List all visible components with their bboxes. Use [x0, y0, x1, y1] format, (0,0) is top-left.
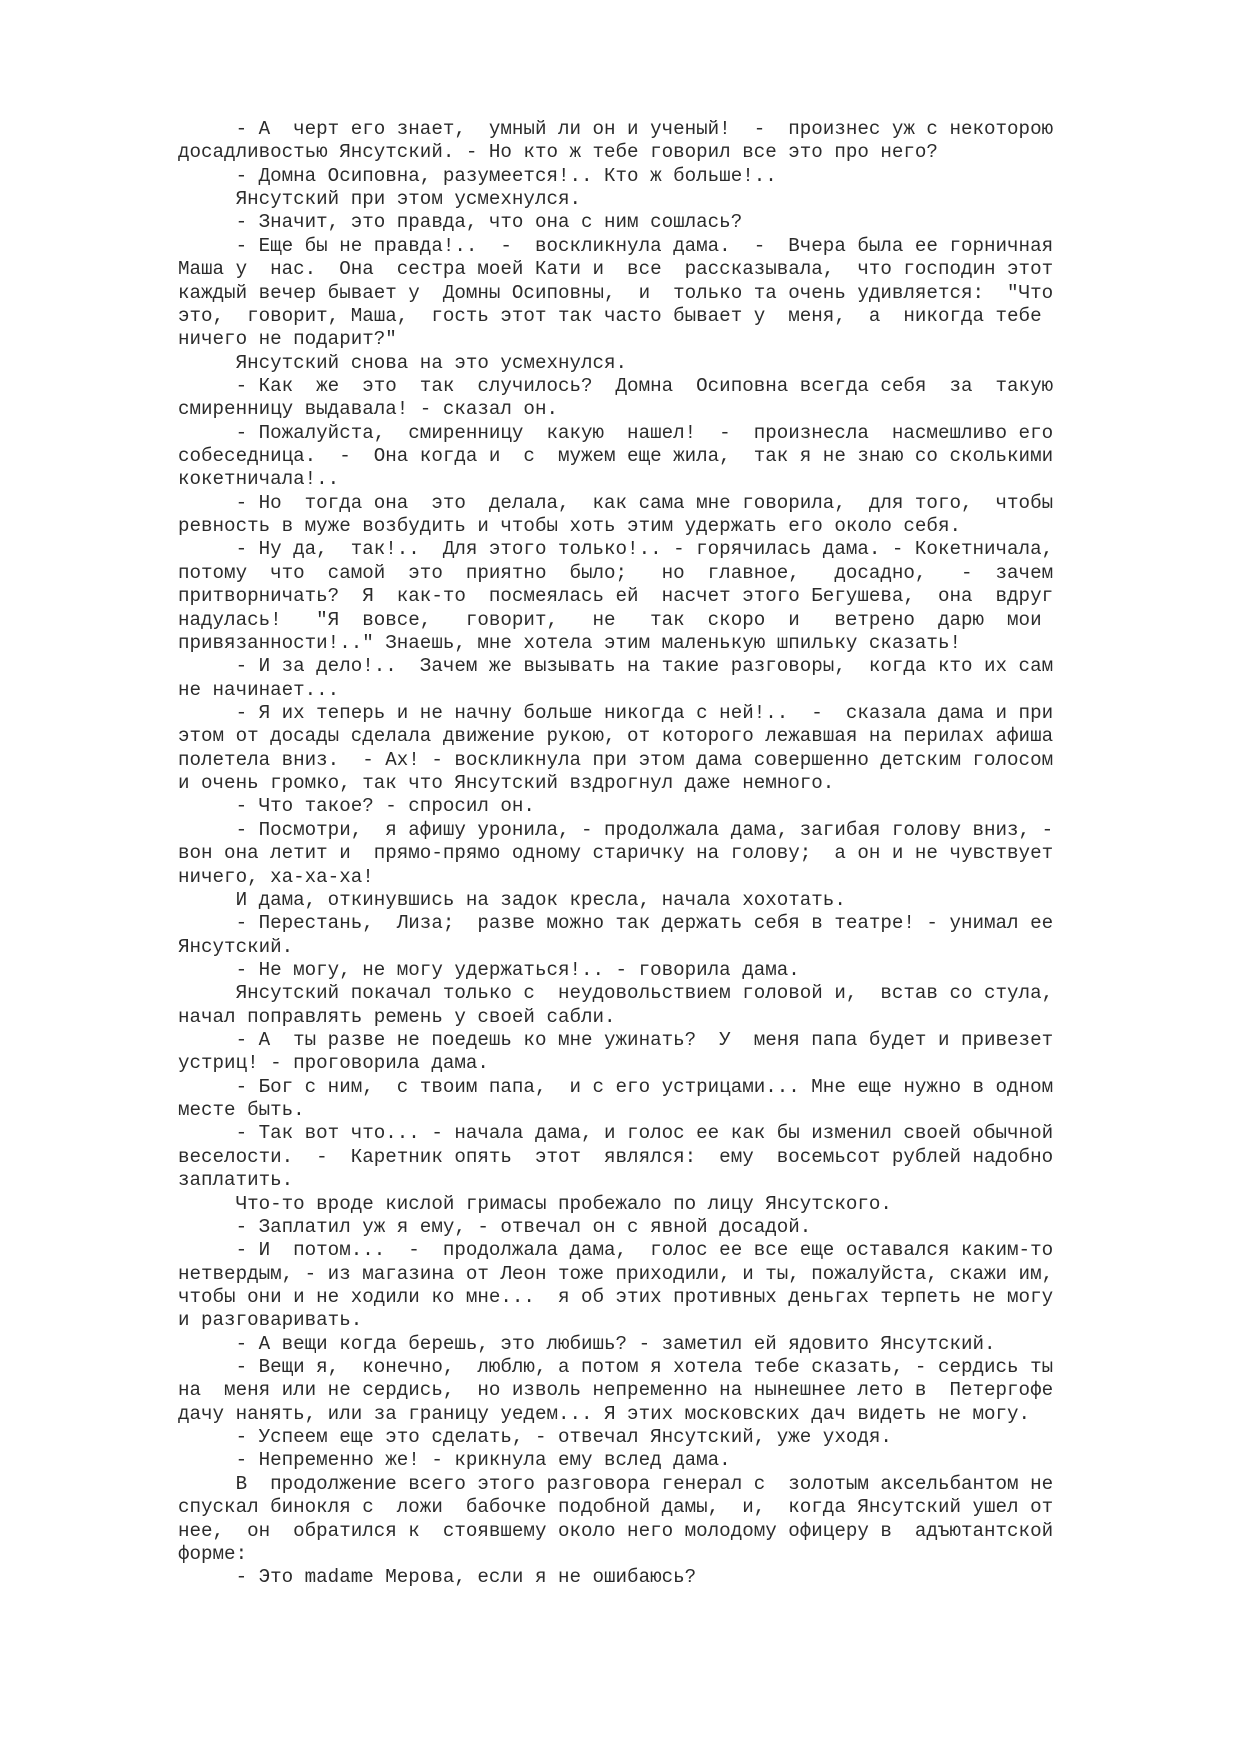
text-line: кокетничала!..	[178, 468, 340, 491]
text-line: - Перестань, Лиза; разве можно так держать себя в театре! - унимал ее	[178, 912, 1054, 935]
text-line: - Не могу, не могу удержаться!.. - говорила дама.	[178, 958, 800, 981]
text-line: Янсутский снова на это усмехнулся.	[178, 351, 628, 374]
text-line: - Вещи я, конечно, люблю, а потом я хотела тебе сказать, - сердись ты	[178, 1356, 1054, 1379]
text-line: и разговаривать.	[178, 1309, 363, 1332]
text-line: устриц! - проговорила дама.	[178, 1052, 489, 1075]
text-line: полетела вниз. - Ах! - воскликнула при этом дама совершенно детским голосом	[178, 748, 1054, 771]
text-line: форме:	[178, 1542, 248, 1565]
text-line: вон она летит и прямо-прямо одному старичку на голову; а он и не чувствует	[178, 842, 1054, 865]
text-line: притворничать? Я как-то посмеялась ей насчет этого Бегушева, она вдруг	[178, 585, 1054, 608]
text-line: этом от досады сделала движение рукою, от которого лежавшая на перилах афиша	[178, 725, 1054, 748]
text-line: Янсутский.	[178, 935, 294, 958]
text-line: - И за дело!.. Зачем же вызывать на такие разговоры, когда кто их сам	[178, 655, 1054, 678]
text-line: надулась! "Я вовсе, говорит, не так скоро и ветрено дарю мои	[178, 608, 1042, 631]
text-line: Янсутский при этом усмехнулся.	[178, 188, 582, 211]
text-line: - А черт его знает, умный ли он и ученый! - произнес уж с некоторою	[178, 118, 1054, 140]
text-line: дачу нанять, или за границу уедем... Я этих московских дач видеть не могу.	[178, 1402, 1031, 1425]
text-line: это, говорит, Маша, гость этот так часто бывает у меня, а никогда тебе	[178, 304, 1042, 327]
text-line: и очень громко, так что Янсутский вздрогнул даже немного.	[178, 772, 835, 795]
text-line: чтобы они и не ходили ко мне... я об этих противных деньгах терпеть не могу	[178, 1285, 1054, 1308]
text-line: не начинает...	[178, 678, 340, 701]
text-line: - Еще бы не правда!.. - воскликнула дама. - Вчера была ее горничная	[178, 234, 1054, 257]
text-line: Янсутский покачал только с неудовольствием головой и, встав со стула,	[178, 982, 1054, 1005]
text-line: Маша у нас. Она сестра моей Кати и все рассказывала, что господин этот	[178, 258, 1054, 281]
text-line: нетвердым, - из магазина от Леон тоже приходили, и ты, пожалуйста, скажи им,	[178, 1262, 1054, 1285]
text-line: на меня или не сердись, но изволь непременно на нынешнее лето в Петергофе	[178, 1379, 1054, 1402]
text-line: - Посмотри, я афишу уронила, - продолжала дама, загибая голову вниз, -	[178, 818, 1054, 841]
text-line: - А ты разве не поедешь ко мне ужинать? У меня папа будет и привезет	[178, 1029, 1054, 1052]
text-line: - Я их теперь и не начну больше никогда с ней!.. - сказала дама и при	[178, 701, 1054, 724]
text-line: - А вещи когда берешь, это любишь? - заметил ей ядовито Янсутский.	[178, 1332, 996, 1355]
text-line: каждый вечер бывает у Домны Осиповны, и только та очень удивляется: "Что	[178, 281, 1054, 304]
text-line: досадливостью Янсутский. - Но кто ж тебе говорил все это про него?	[178, 141, 938, 164]
text-line: - Пожалуйста, смиренницу какую нашел! - произнесла насмешливо его	[178, 421, 1054, 444]
text-line: - И потом... - продолжала дама, голос ее все еще оставался каким-то	[178, 1239, 1054, 1262]
text-line: - Так вот что... - начала дама, и голос ее как бы изменил своей обычной	[178, 1122, 1054, 1145]
text-line: начал поправлять ремень у своей сабли.	[178, 1005, 616, 1028]
text-line: - Заплатил уж я ему, - отвечал он с явной досадой.	[178, 1215, 812, 1238]
text-line: - Как же это так случилось? Домна Осиповна всегда себя за такую	[178, 374, 1054, 397]
text-line: - Значит, это правда, что она с ним сошлась?	[178, 211, 743, 234]
text-line: - Домна Осиповна, разумеется!.. Кто ж больше!..	[178, 164, 777, 187]
text-line: ревность в муже возбудить и чтобы хоть этим удержать его около себя.	[178, 515, 961, 538]
text-line: спускал бинокля с ложи бабочке подобной дамы, и, когда Янсутский ушел от	[178, 1496, 1054, 1519]
text-line: - Но тогда она это делала, как сама мне говорила, для того, чтобы	[178, 491, 1054, 514]
text-line: смиренницу выдавала! - сказал он.	[178, 398, 558, 421]
text-line: - Бог с ним, с твоим папа, и с его устрицами... Мне еще нужно в одном	[178, 1075, 1054, 1098]
text-line: нее, он обратился к стоявшему около него молодому офицеру в адъютантской	[178, 1519, 1054, 1542]
text-line: ничего, ха-ха-ха!	[178, 865, 374, 888]
text-line: - Что такое? - спросил он.	[178, 795, 535, 818]
text-line: месте быть.	[178, 1099, 305, 1122]
text-line: потому что самой это приятно было; но главное, досадно, - зачем	[178, 561, 1054, 584]
text-line: привязанности!.." Знаешь, мне хотела этим маленькую шпильку сказать!	[178, 631, 961, 654]
text-line: И дама, откинувшись на задок кресла, начала хохотать.	[178, 888, 846, 911]
text-line: В продолжение всего этого разговора генерал с золотым аксельбантом не	[178, 1472, 1054, 1495]
text-line: ничего не подарит?"	[178, 328, 397, 351]
text-line: собеседница. - Она когда и с мужем еще жила, так я не знаю со сколькими	[178, 445, 1054, 468]
text-line: - Успеем еще это сделать, - отвечал Янсутский, уже уходя.	[178, 1426, 892, 1449]
document-page	[178, 118, 1133, 1590]
text-line: веселости. - Каретник опять этот являлся: ему восемьсот рублей надобно	[178, 1145, 1054, 1168]
text-line: - Ну да, так!.. Для этого только!.. - горячилась дама. - Кокетничала,	[178, 538, 1054, 561]
text-line: Что-то вроде кислой гримасы пробежало по лицу Янсутского.	[178, 1192, 892, 1215]
text-line: заплатить.	[178, 1169, 294, 1192]
text-line: - Это madame Мерова, если я не ошибаюсь?	[178, 1566, 697, 1589]
text-line: - Непременно же! - крикнула ему вслед дама.	[178, 1449, 731, 1472]
